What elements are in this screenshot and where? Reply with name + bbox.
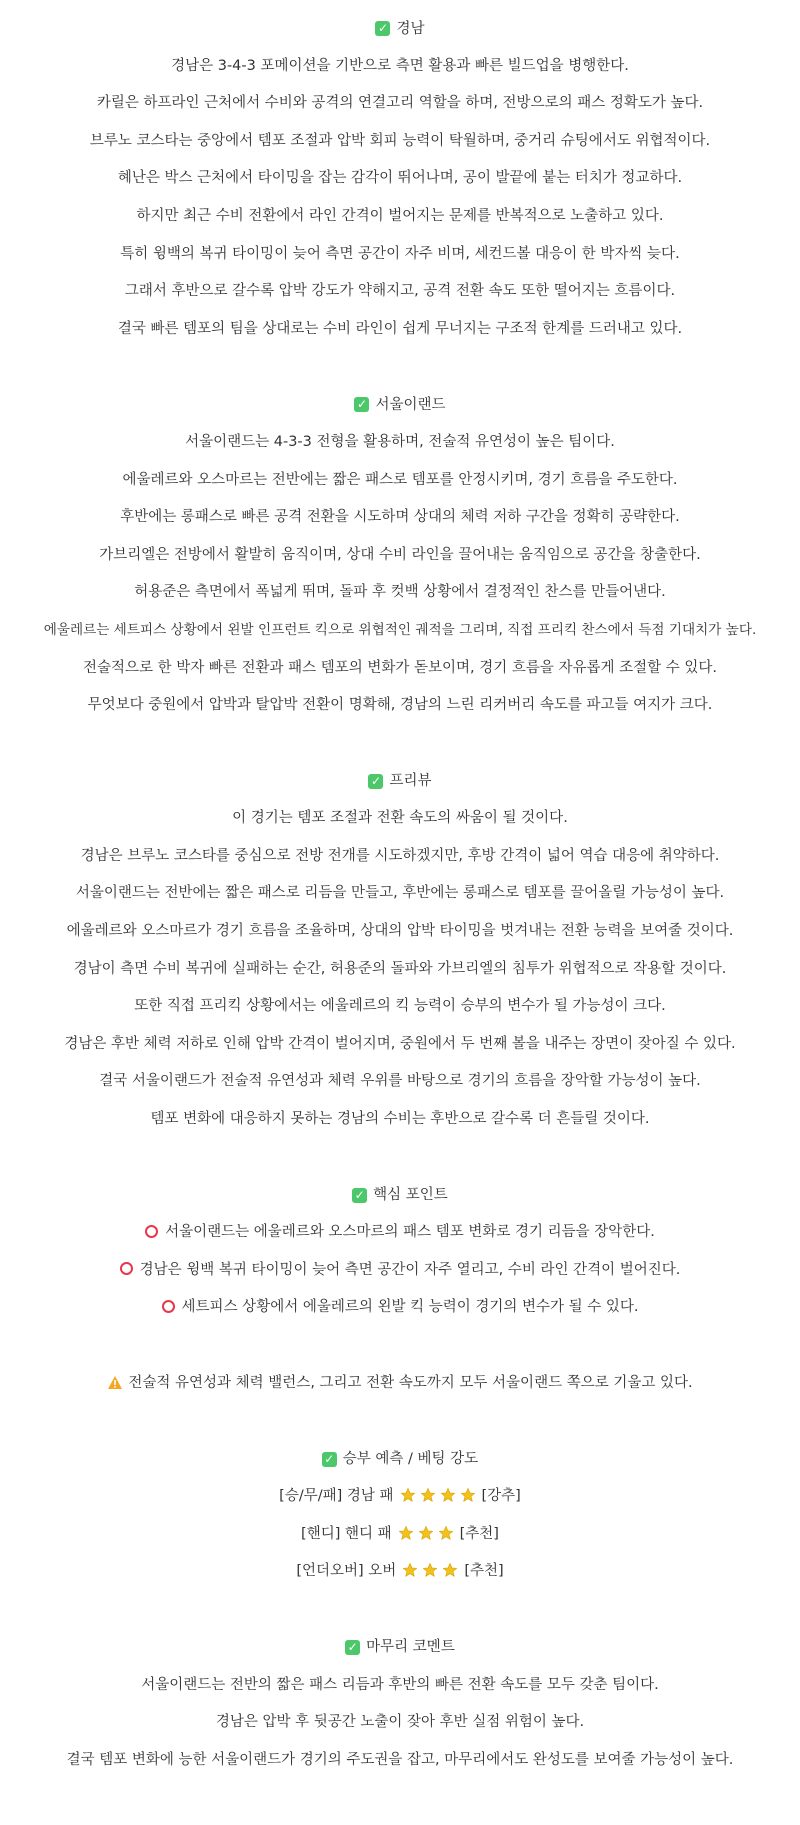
key-point-item: 세트피스 상황에서 에울레르의 왼발 킥 능력이 경기의 변수가 될 수 있다. [0, 1293, 800, 1331]
star-icon [398, 1525, 414, 1541]
star-rating [400, 1487, 476, 1503]
section-closing [0, 1633, 800, 1783]
section-heading [0, 1445, 800, 1483]
star-rating [398, 1525, 454, 1541]
paragraph-line: 경남은 3-4-3 포메이션을 기반으로 측면 활용과 빠른 빌드업을 병행한다. [171, 57, 629, 74]
pick-strength: [강추] [481, 1488, 521, 1505]
key-point-item: 경남은 윙백 복귀 타이밍이 늦어 측면 공간이 자주 열리고, 수비 라인 간격이 벌어진다. [0, 1256, 800, 1294]
paragraph-line: 경남은 압박 후 뒷공간 노출이 잦아 후반 실점 위험이 높다. [215, 1714, 585, 1731]
check-icon: ✓ [375, 21, 390, 36]
star-icon [438, 1525, 454, 1541]
star-icon [440, 1487, 456, 1503]
paragraph-line: 전술적으로 한 박자 빠른 전환과 패스 템포의 변화가 돋보이며, 경기 흐름을 자유롭게 조절할 수 있다. [82, 659, 718, 676]
paragraph-line: 하지만 최근 수비 전환에서 라인 간격이 벌어지는 문제를 반복적으로 노출하고 있다. [136, 207, 664, 224]
section-title: 서울이랜드 [375, 396, 446, 413]
pick-strength: [추천] [459, 1525, 499, 1542]
pick-label: [핸디] 핸디 패 [301, 1525, 392, 1542]
section-heading [0, 14, 800, 52]
pick-label: [언더오버] 오버 [296, 1563, 397, 1580]
check-icon: ✓ [352, 1188, 367, 1203]
section-gyeongnam [0, 14, 800, 352]
paragraph-line: 에울레르와 오스마르는 전반에는 짧은 패스로 템포를 안정시키며, 경기 흐름을 주도한다. [122, 471, 678, 488]
section-title: 승부 예측 / 베팅 강도 [342, 1451, 479, 1468]
section-heading [0, 767, 800, 805]
paragraph-line: 후반에는 롱패스로 빠른 공격 전환을 시도하며 상대의 체력 저하 구간을 정확히 공략한다. [120, 509, 680, 526]
section-prediction [0, 1445, 800, 1595]
paragraph-line: 경남이 측면 수비 복귀에 실패하는 순간, 허용준의 돌파와 가브리엘의 침투가 위협적으로 작용할 것이다. [73, 960, 727, 977]
section-seoul-eland [0, 390, 800, 728]
paragraph-line: 카릴은 하프라인 근처에서 수비와 공격의 연결고리 역할을 하며, 전방으로의 패스 정확도가 높다. [96, 95, 704, 112]
key-point-item: 서울이랜드는 에울레르와 오스마르의 패스 템포 변화로 경기 리듬을 장악한다. [0, 1218, 800, 1256]
section-title: 경남 [396, 20, 425, 37]
paragraph-line: 경남은 브루노 코스타를 중심으로 전방 전개를 시도하겠지만, 후방 간격이 넓어 역습 대응에 취약하다. [80, 847, 720, 864]
section-heading [0, 1181, 800, 1219]
check-icon: ✓ [345, 1640, 360, 1655]
check-icon: ✓ [354, 397, 369, 412]
paragraph-line: 서울이랜드는 전반의 짧은 패스 리듬과 후반의 빠른 전환 속도를 모두 갖춘 팀이다. [141, 1676, 659, 1693]
star-rating [402, 1562, 458, 1578]
paragraph-line: 결국 서울이랜드가 전술적 유연성과 체력 우위를 바탕으로 경기의 흐름을 장악할 가능성이 높다. [99, 1073, 701, 1090]
paragraph-line: 서울이랜드는 전반에는 짧은 패스로 리듬을 만들고, 후반에는 롱패스로 템포를 끌어올릴 가능성이 높다. [75, 885, 725, 902]
star-icon [418, 1525, 434, 1541]
section-heading [0, 390, 800, 428]
pick-strength: [추천] [464, 1563, 504, 1580]
star-icon [442, 1562, 458, 1578]
section-title: 핵심 포인트 [373, 1187, 448, 1204]
warning-icon [107, 1375, 123, 1390]
paragraph-line: 특히 윙백의 복귀 타이밍이 늦어 측면 공간이 자주 비며, 세컨드볼 대응이 한 박자씩 늦다. [120, 245, 680, 262]
section-title: 마무리 코멘트 [366, 1639, 455, 1656]
paragraph-line: 가브리엘은 전방에서 활발히 움직이며, 상대 수비 라인을 끌어내는 움직임으로 공간을 창출한다. [99, 546, 701, 563]
paragraph-line: 서울이랜드는 4-3-3 전형을 활용하며, 전술적 유연성이 높은 팀이다. [185, 433, 615, 450]
star-icon [400, 1487, 416, 1503]
paragraph-line: 무엇보다 중원에서 압박과 탈압박 전환이 명확해, 경남의 느린 리커버리 속도를 파고들 여지가 크다. [87, 697, 713, 714]
warning-line: 전술적 유연성과 체력 밸런스, 그리고 전환 속도까지 모두 서울이랜드 쪽으로 기울고 있다. [0, 1369, 800, 1407]
section-title: 프리뷰 [389, 773, 432, 790]
circle-icon [162, 1300, 175, 1313]
paragraph-line: 허용준은 측면에서 폭넓게 뛰며, 돌파 후 컷백 상황에서 결정적인 찬스를 만들어낸다. [134, 584, 666, 601]
pick-label: [승/무/패] 경남 패 [279, 1488, 394, 1505]
paragraph-line: 또한 직접 프리킥 상황에서는 에울레르의 킥 능력이 승부의 변수가 될 가능성이 크다. [134, 998, 666, 1015]
paragraph-line: 에울레르와 오스마르가 경기 흐름을 조율하며, 상대의 압박 타이밍을 벗겨내는 전환 능력을 보여줄 것이다. [66, 923, 734, 940]
star-icon [422, 1562, 438, 1578]
paragraph-line: 그래서 후반으로 갈수록 압박 강도가 약해지고, 공격 전환 속도 또한 떨어지는 흐름이다. [124, 283, 676, 300]
circle-icon [145, 1225, 158, 1238]
prediction-pick [0, 1520, 800, 1558]
paragraph-line: 템포 변화에 대응하지 못하는 경남의 수비는 후반으로 갈수록 더 흔들릴 것이다. [150, 1111, 650, 1128]
section-key-points [0, 1181, 800, 1331]
paragraph-line: 경남은 후반 체력 저하로 인해 압박 간격이 벌어지며, 중원에서 두 번째 볼을 내주는 장면이 잦아질 수 있다. [64, 1035, 736, 1052]
paragraph-line: 결국 템포 변화에 능한 서울이랜드가 경기의 주도권을 잡고, 마무리에서도 완성도를 보여줄 가능성이 높다. [66, 1751, 734, 1768]
paragraph-line: 결국 빠른 템포의 팀을 상대로는 수비 라인이 쉽게 무너지는 구조적 한계를 드러내고 있다. [117, 320, 683, 337]
check-icon: ✓ [322, 1452, 337, 1467]
paragraph-line: 이 경기는 템포 조절과 전환 속도의 싸움이 될 것이다. [232, 810, 568, 827]
paragraph-line: 브루노 코스타는 중앙에서 템포 조절과 압박 회피 능력이 탁월하며, 중거리 슈팅에서도 위협적이다. [89, 132, 711, 149]
section-heading [0, 1633, 800, 1671]
check-icon: ✓ [368, 774, 383, 789]
star-icon [460, 1487, 476, 1503]
paragraph-line: 혜난은 박스 근처에서 타이밍을 잡는 감각이 뛰어나며, 공이 발끝에 붙는 터치가 정교하다. [117, 170, 683, 187]
star-icon [402, 1562, 418, 1578]
prediction-pick [0, 1482, 800, 1520]
star-icon [420, 1487, 436, 1503]
prediction-pick [0, 1557, 800, 1595]
circle-icon [120, 1262, 133, 1275]
section-warning [0, 1369, 800, 1407]
paragraph-line: 에울레르는 세트피스 상황에서 왼발 인프런트 킥으로 위협적인 궤적을 그리며, 직접 프리킥 찬스에서 득점 기대치가 높다. [43, 621, 757, 638]
section-preview [0, 767, 800, 1143]
